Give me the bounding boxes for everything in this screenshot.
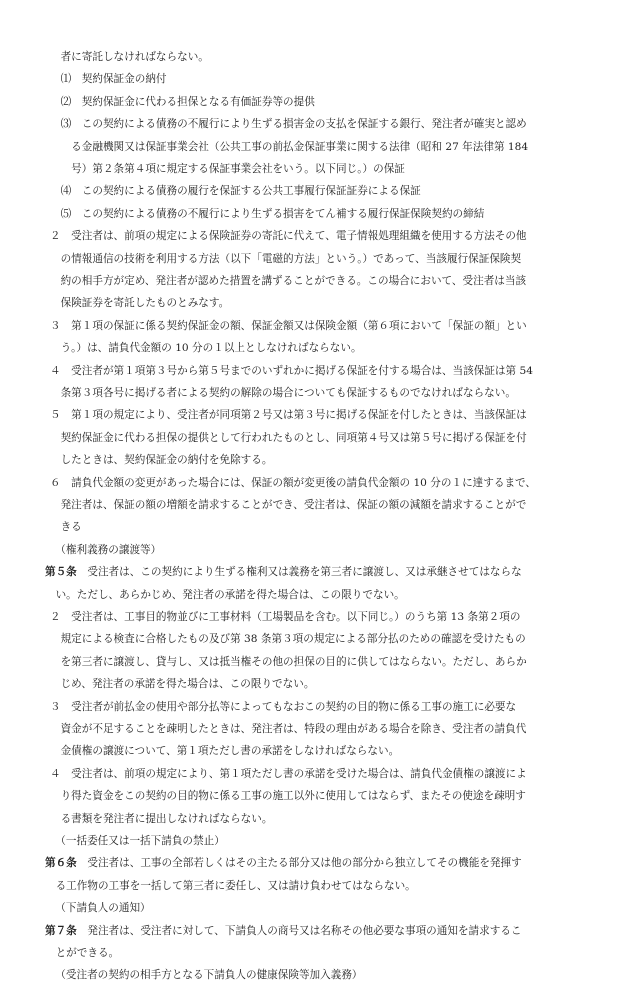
text-line: （受注者の契約の相手方となる下請負人の健康保険等加入義務） <box>50 969 363 982</box>
article-number: 第７条 <box>45 924 77 937</box>
article-paragraph <box>45 561 590 606</box>
text-line: ６ 請負代金額の変更があった場合には、保証の額が変更後の請負代金額の 10 分の１に達するまで、 <box>50 476 537 489</box>
text-paragraph <box>50 472 590 539</box>
text-line: 規定による検査に合格したもの及び第 38 条第３項の規定による部分払のための確認を受けたもの <box>50 633 526 646</box>
text-line: 者に寄託しなければならない。 <box>50 51 209 63</box>
text-line: ４ 受注者が第１項第３号から第５号までのいずれかに掲げる保証を付する場合は、当該保証は第 54 <box>50 364 533 377</box>
text-paragraph <box>50 225 590 315</box>
article-paragraph <box>45 852 590 897</box>
text-line: い。ただし、あらかじめ、発注者の承諾を得た場合は、この限りでない。 <box>45 588 405 601</box>
text-paragraph <box>50 315 590 360</box>
article-caption <box>50 830 590 852</box>
text-paragraph <box>50 360 590 405</box>
text-line <box>45 920 590 942</box>
text-line: ５ 第１項の規定により、受注者が同項第２号又は第３号に掲げる保証を付したときは、当該保証は <box>50 409 527 422</box>
text-line: （一括委任又は一括下請負の禁止） <box>50 835 225 847</box>
text-line: ⑴ 契約保証金の納付 <box>50 73 167 86</box>
text-line: 資金が不足することを疎明したときは、発注者は、特段の理由がある場合を除き、受注者の請負代 <box>50 723 527 735</box>
article-paragraph <box>45 920 590 965</box>
text-paragraph <box>50 68 590 90</box>
text-line: （下請負人の通知） <box>50 902 151 915</box>
text-line: 契約保証金に代わる担保の提供として行われたものとし、同項第４号又は第５号に掲げる保証を付 <box>50 431 527 444</box>
text-paragraph <box>50 46 590 68</box>
text-paragraph <box>50 203 590 225</box>
text-paragraph <box>50 113 590 180</box>
text-line: したときは、契約保証金の納付を免除する。 <box>50 454 273 467</box>
text-paragraph <box>50 91 590 113</box>
text-line: る金融機関又は保証事業会社（公共工事の前払金保証事業に関する法律（昭和 27 年法律第 184 <box>50 140 529 153</box>
article-text: 受注者は、この契約により生ずる権利又は義務を第三者に譲渡し、又は承継させてはならな <box>76 566 522 579</box>
text-line: （権利義務の譲渡等） <box>50 543 162 556</box>
article-number: 第５条 <box>45 566 77 579</box>
article-caption <box>50 539 590 561</box>
article-number: 第６条 <box>45 857 77 870</box>
text-paragraph <box>50 763 590 830</box>
text-paragraph <box>50 606 590 696</box>
text-paragraph <box>50 696 590 763</box>
text-line: る書類を発注者に提出しなければならない。 <box>50 812 273 825</box>
text-line: う。）は、請負代金額の 10 分の１以上としなければならない。 <box>50 342 362 355</box>
text-line: 金債権の譲渡について、第１項ただし書の承諾をしなければならない。 <box>50 745 400 758</box>
text-line: ３ 受注者が前払金の使用や部分払等によってもなおこの契約の目的物に係る工事の施工に必要な <box>50 700 517 713</box>
text-line: ⑷ この契約による債務の履行を保証する公共工事履行保証証券による保証 <box>50 185 421 198</box>
text-line: ⑵ 契約保証金に代わる担保となる有価証券等の提供 <box>50 95 315 108</box>
text-line: 保険証券を寄託したものとみなす。 <box>50 297 230 310</box>
text-line: 号）第２条第４項に規定する保証事業会社をいう。以下同じ。）の保証 <box>50 163 405 175</box>
text-line: 条第３項各号に掲げる者による契約の解除の場合についても保証するものでなければならない。 <box>50 387 516 399</box>
article-caption <box>50 897 590 919</box>
article-text: 受注者は、工事の全部若しくはその主たる部分又は他の部分から独立してその機能を発揮す <box>76 857 522 870</box>
text-line: り得た資金をこの契約の目的物に係る工事の施工以外に使用してはならず、またその使途を疎明す <box>50 790 526 803</box>
text-line: 発注者は、保証の額の増額を請求することができ、受注者は、保証の額の減額を請求することがで <box>50 499 527 511</box>
text-line: きる <box>50 521 82 534</box>
article-text: 発注者は、受注者に対して、下請負人の商号又は名称その他必要な事項の通知を請求するこ <box>76 924 522 937</box>
text-line: ４ 受注者は、前項の規定により、第１項ただし書の承諾を受けた場合は、請負代金債権の譲渡によ <box>50 767 527 780</box>
text-line: を第三者に譲渡し、貸与し、又は抵当権その他の担保の目的に供してはならない。ただし、あらか <box>50 655 527 668</box>
text-line: ⑶ この契約による債務の不履行により生ずる損害金の支払を保証する銀行、発注者が確実と認め <box>50 118 527 131</box>
text-line: の情報通信の技術を利用する方法（以下「電磁的方法」という。）であって、当該履行保証保険契 <box>50 252 522 265</box>
text-paragraph <box>50 404 590 471</box>
text-line: とができる。 <box>45 947 120 959</box>
text-line: る工作物の工事を一括して第三者に委任し、又は請け負わせてはならない。 <box>45 879 416 892</box>
article-caption <box>50 964 590 986</box>
text-paragraph <box>50 180 590 202</box>
text-line <box>45 852 590 874</box>
text-line <box>45 561 590 583</box>
text-line: ３ 第１項の保証に係る契約保証金の額、保証金額又は保険金額（第６項において「保証の額」とい <box>50 319 527 332</box>
text-line: 約の相手方が定め、発注者が認めた措置を講ずることができる。この場合において、受注者は当該 <box>50 275 527 287</box>
text-line: ⑸ この契約による債務の不履行により生ずる損害をてん補する履行保証保険契約の締結 <box>50 207 485 220</box>
text-line: ２ 受注者は、工事目的物並びに工事材料（工場製品を含む。以下同じ。）のうち第 13 条第２項の <box>50 611 521 623</box>
text-line: ２ 受注者は、前項の規定による保険証券の寄託に代えて、電子情報処理組織を使用する方法その他 <box>50 230 527 243</box>
text-line: じめ、発注者の承諾を得た場合は、この限りでない。 <box>50 678 315 691</box>
